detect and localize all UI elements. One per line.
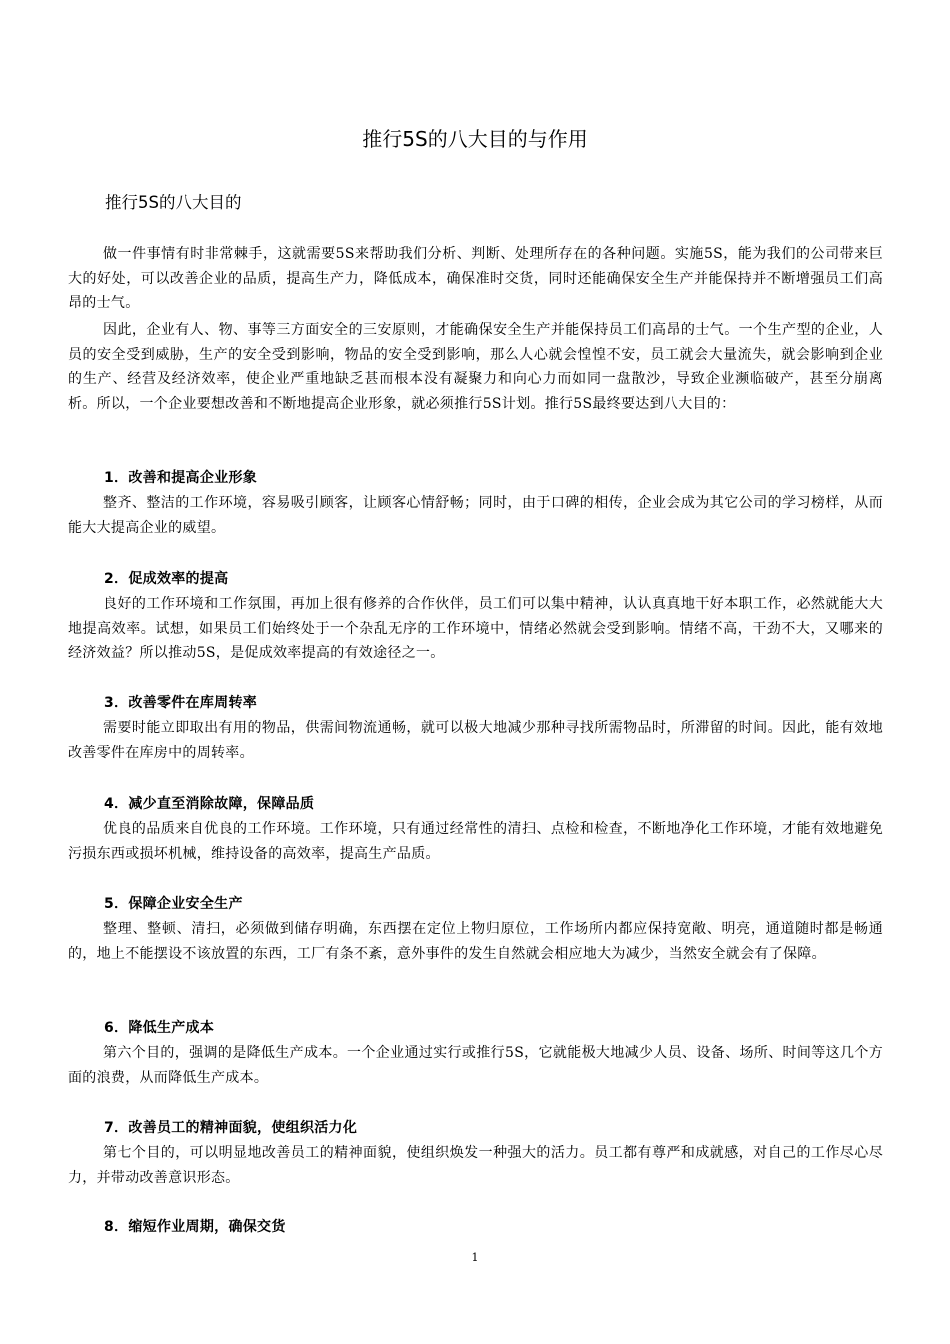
item-heading-3: 3．改善零件在库周转率 (104, 695, 258, 711)
section-title: 推行5S的八大目的 (105, 193, 242, 212)
item-heading-8: 8．缩短作业周期，确保交货 (104, 1219, 286, 1235)
item-heading-1: 1．改善和提高企业形象 (104, 470, 258, 486)
item-text-3: 需要时能立即取出有用的物品，供需间物流通畅，就可以极大地减少那种寻找所需物品时，所滞留的时间。因此，能有效地改善零件在库房中的周转率。 (68, 720, 883, 761)
intro-paragraph-2: 因此，企业有人、物、事等三方面安全的三安原则，才能确保安全生产并能保持员工们高昂的士气。一个生产型的企业，人员的安全受到威胁，生产的安全受到影响，物品的安全受到影响，那么人心就会惶惶不安，员工就会大量流失，就会影响到企业的生产、经营及经济效率，使企业严重地缺乏甚而根本没有凝聚力和向心力而如同一盘散沙，导致企业濒临破产，甚至分崩离析。所以，一个企业要想改善和不断地提高企业形象，就必须推行5S计划。推行5S最终要达到八大目的： (68, 322, 883, 412)
item-text-1: 整齐、整洁的工作环境，容易吸引顾客，让顾客心情舒畅；同时，由于口碑的相传，企业会成为其它公司的学习榜样，从而能大大提高企业的威望。 (68, 495, 883, 536)
item-text-7: 第七个目的，可以明显地改善员工的精神面貌，使组织焕发一种强大的活力。员工都有尊严和成就感，对自己的工作尽心尽力，并带动改善意识形态。 (68, 1145, 883, 1186)
item-heading-6: 6．降低生产成本 (104, 1020, 215, 1036)
item-text-5: 整理、整顿、清扫，必须做到储存明确，东西摆在定位上物归原位，工作场所内都应保持宽敞、明亮，通道随时都是畅通的，地上不能摆设不该放置的东西，工厂有条不紊，意外事件的发生自然就会相应地大为减少，当然安全就会有了保障。 (68, 921, 883, 962)
item-text-2: 良好的工作环境和工作氛围，再加上很有修养的合作伙伴，员工们可以集中精神，认认真真地干好本职工作，必然就能大大地提高效率。试想，如果员工们始终处于一个杂乱无序的工作环境中，情绪必然就会受到影响。情绪不高，干劲不大，又哪来的经济效益？所以推动5S，是促成效率提高的有效途径之一。 (68, 596, 883, 661)
item-text-6: 第六个目的，强调的是降低生产成本。一个企业通过实行或推行5S，它就能极大地减少人员、设备、场所、时间等这几个方面的浪费，从而降低生产成本。 (68, 1045, 883, 1086)
item-heading-7: 7．改善员工的精神面貌，使组织活力化 (104, 1120, 358, 1136)
intro-paragraph-1: 做一件事情有时非常棘手，这就需要5S来帮助我们分析、判断、处理所存在的各种问题。实施5S，能为我们的公司带来巨大的好处，可以改善企业的品质，提高生产力，降低成本，确保准时交货，同时还能确保安全生产并能保持并不断增强员工们高昂的士气。 (68, 246, 883, 311)
page-number: 1 (471, 1251, 479, 1264)
page-title: 推行5S的八大目的与作用 (362, 127, 588, 151)
item-heading-4: 4．减少直至消除故障，保障品质 (104, 796, 315, 812)
item-text-4: 优良的品质来自优良的工作环境。工作环境，只有通过经常性的清扫、点检和检查，不断地净化工作环境，才能有效地避免污损东西或损坏机械，维持设备的高效率，提高生产品质。 (68, 821, 883, 862)
item-heading-5: 5．保障企业安全生产 (104, 896, 243, 912)
item-heading-2: 2．促成效率的提高 (104, 571, 229, 587)
